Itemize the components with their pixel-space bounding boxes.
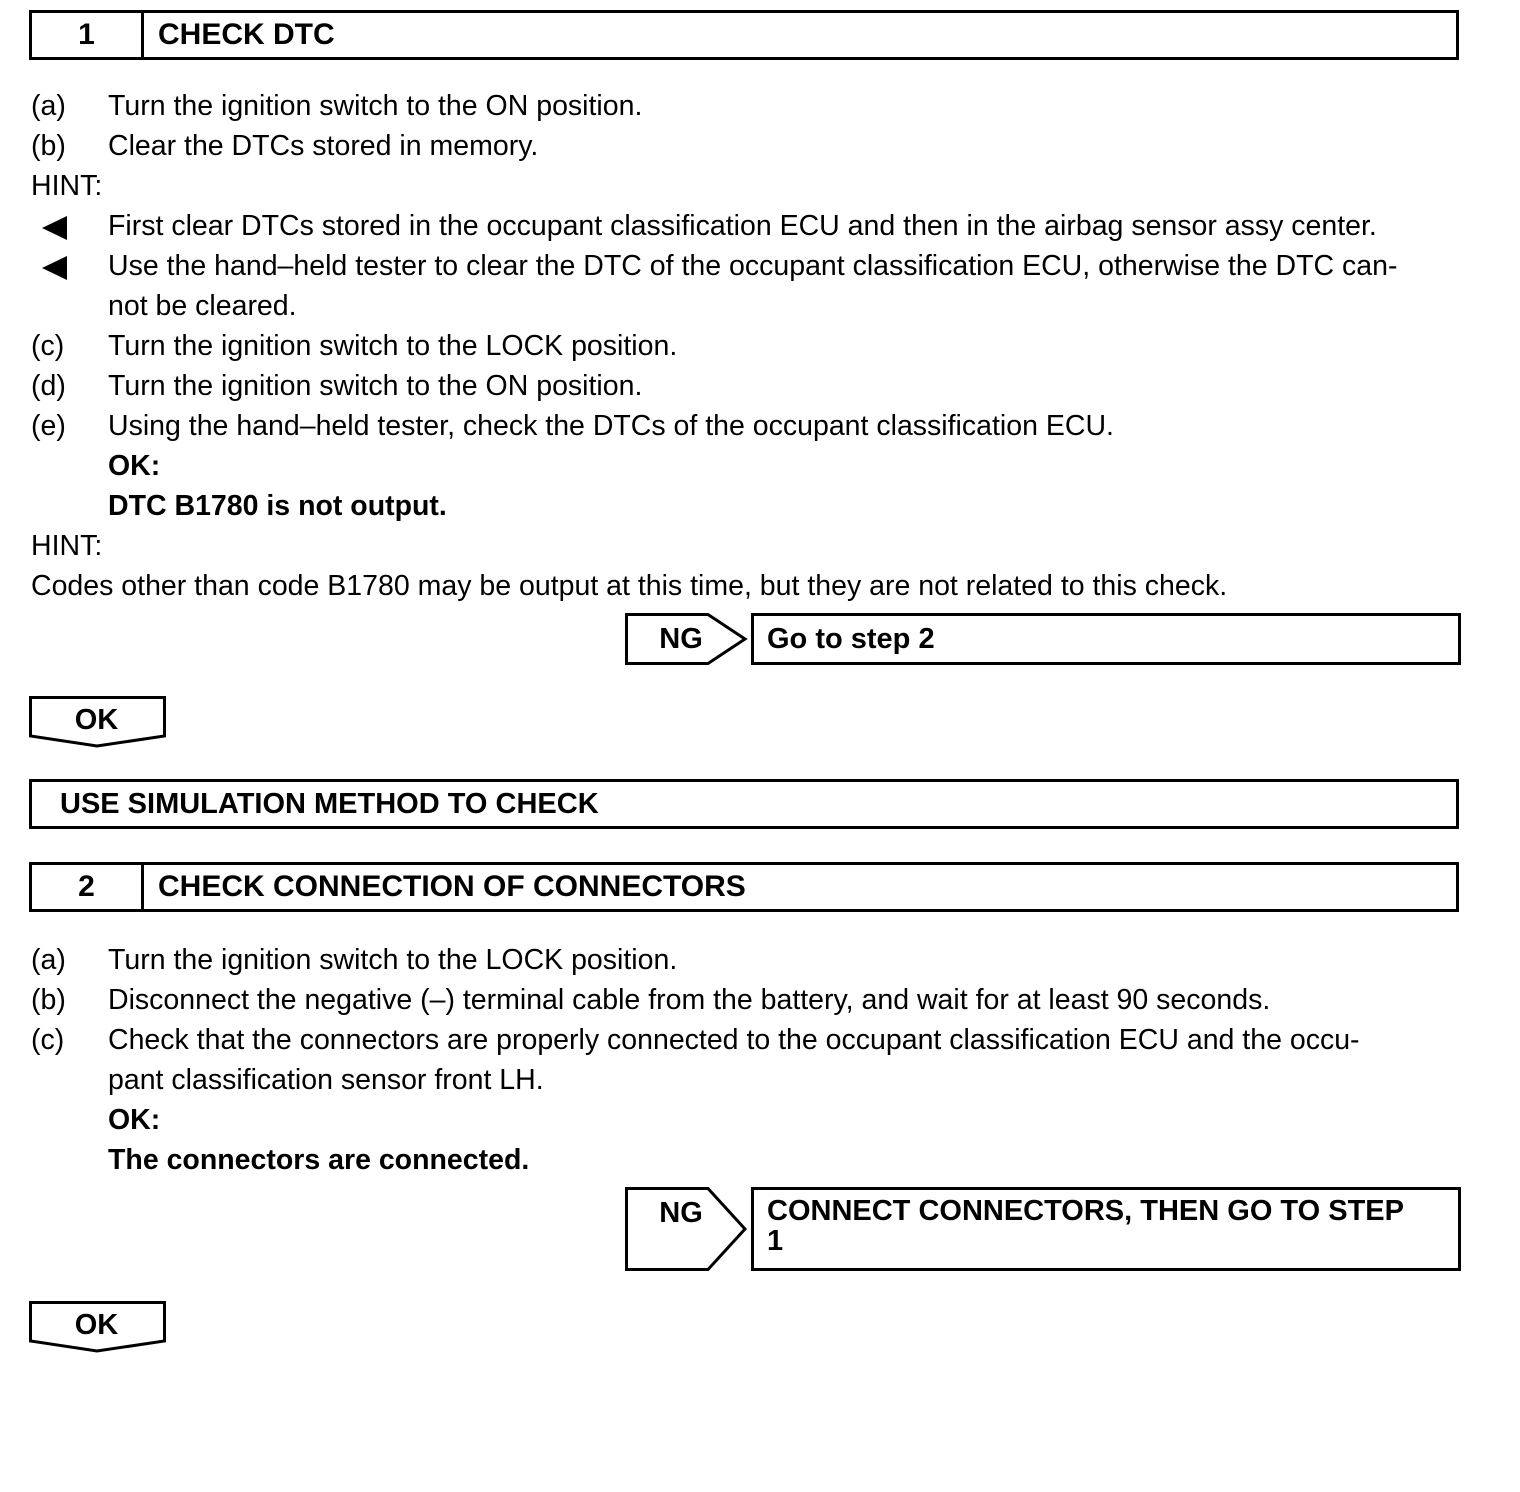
step-2-ng-result [751,1187,1461,1271]
step-1-header [29,10,1459,60]
step-1-item-e-text: Using the hand–held tester, check the DTCs of the occupant classification ECU. [108,410,1114,442]
step-1-ok-button-label: OK [74,704,119,736]
step-1-hint-bullet-2: Use the hand–held tester to clear the DTC of the occupant classification ECU, otherwise the DTC can- [108,250,1398,282]
step-2-title: CHECK CONNECTION OF CONNECTORS [158,870,746,903]
step-1-ok-criteria: DTC B1780 is not output. [108,490,447,522]
step-2-item-b-text: Disconnect the negative (–) terminal cable from the battery, and wait for at least 90 seconds. [108,984,1271,1016]
step-2-ng-label: NG [659,1197,703,1229]
step-1-item-d-text: Turn the ignition switch to the ON position. [108,370,643,402]
simulation-title: USE SIMULATION METHOD TO CHECK [60,788,599,820]
step-2-ng-text-line-2: 1 [767,1225,784,1257]
step-2-item-b-label: (b) [31,984,66,1016]
step-1-item-e-label: (e) [31,410,66,442]
step-1-item-a-text: Turn the ignition switch to the ON position. [108,90,643,122]
step-1-hint-bullet-1: First clear DTCs stored in the occupant classification ECU and then in the airbag sensor assy center. [108,210,1377,242]
step-1-hint-bullet-2-cont: not be cleared. [108,290,297,322]
step-1-item-c-label: (c) [31,330,65,362]
step-1-title: CHECK DTC [158,18,335,51]
step-2-item-c-text: Check that the connectors are properly connected to the occupant classification ECU and the occu- [108,1024,1360,1056]
step-1-ok-label: OK: [108,450,161,482]
step-1-number: 1 [32,13,144,57]
step-1-ng-result [751,613,1461,665]
step-1-ng-label: NG [659,623,703,655]
step-1-item-b-label: (b) [31,130,66,162]
step-2-ok-label: OK: [108,1104,161,1136]
step-2-ng-arrow [625,1187,750,1271]
step-1-ok-arrow [29,696,166,748]
step-2-item-c-label: (c) [31,1024,65,1056]
step-1-item-a-label: (a) [31,90,66,122]
step-2-item-a-text: Turn the ignition switch to the LOCK position. [108,944,678,976]
step-2-ok-criteria: The connectors are connected. [108,1144,530,1176]
triangle-bullet-icon [40,253,70,283]
simulation-header [29,779,1459,829]
step-2-item-c-text-cont: pant classification sensor front LH. [108,1064,544,1096]
step-1-item-c-text: Turn the ignition switch to the LOCK position. [108,330,678,362]
step-1-item-b-text: Clear the DTCs stored in memory. [108,130,539,162]
step-1-ng-text: Go to step 2 [767,623,935,655]
step-2-header [29,862,1459,912]
triangle-bullet-icon [40,213,70,243]
step-2-item-a-label: (a) [31,944,66,976]
step-2-number: 2 [32,865,144,909]
step-1-hint-label: HINT: [31,170,103,202]
step-1-hint-2-label: HINT: [31,530,103,562]
step-1-item-d-label: (d) [31,370,66,402]
step-1-ng-arrow [625,613,750,665]
step-1-hint-2-text: Codes other than code B1780 may be output at this time, but they are not related to this check. [31,570,1228,602]
step-2-ng-text-line-1: CONNECT CONNECTORS, THEN GO TO STEP [767,1195,1404,1227]
step-2-ok-button-label: OK [74,1309,119,1341]
step-2-ok-arrow [29,1301,166,1353]
